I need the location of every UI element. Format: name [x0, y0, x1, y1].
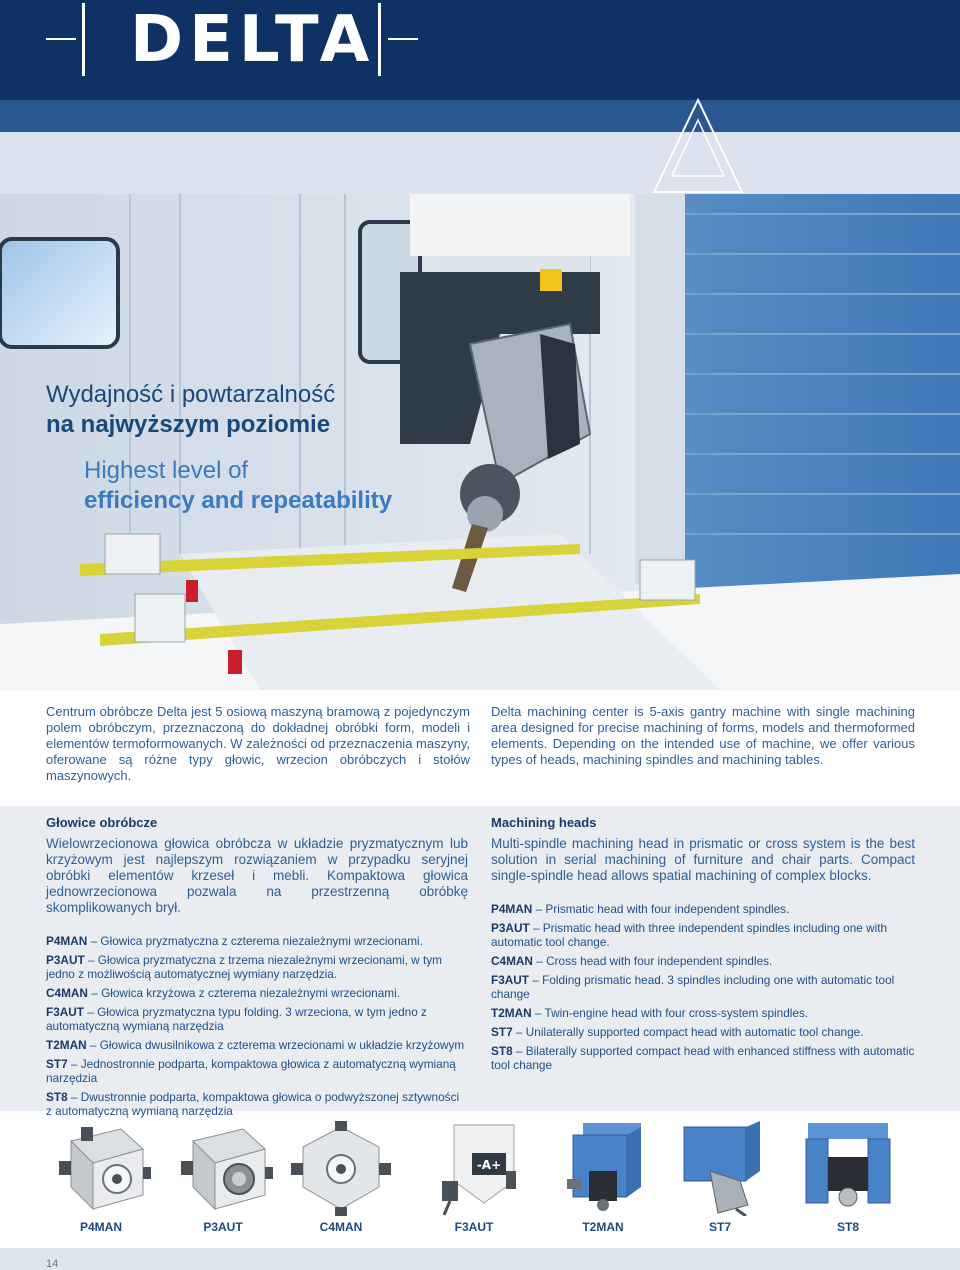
header-right-dash: [388, 38, 418, 40]
item-text: – Głowica pryzmatyczna typu folding. 3 wrzeciona, w tym jedno z automatyczną wymianą narzędzia: [46, 1005, 427, 1033]
list-item: [46, 1090, 468, 1118]
st7-head-image: [670, 1121, 770, 1216]
item-code: P3AUT: [491, 921, 530, 935]
headline-en-line2: efficiency and repeatability: [84, 487, 393, 514]
list-item: [46, 1038, 468, 1052]
product-p3aut: [163, 1121, 283, 1234]
list-item: [46, 934, 468, 948]
heads-pl-desc: Wielowrzecionowa głowica obróbcza w układzie pryzmatycznym lub krzyżowym jest najlepszym rozwiązaniem w przypadku seryjnej obróbki elementów krzeseł i mebli. Kompaktowa głowica jednowrzecionowa pozwala na przestrzenną obróbkę skomplikowanych brył.: [46, 836, 468, 915]
item-text: – Prismatic head with four independent spindles.: [532, 902, 790, 916]
item-text: – Głowica pryzmatyczna z trzema niezależnymi wrzecionami, w tym jedno z możliwością automatycznej wymiany narzędzia.: [46, 953, 442, 981]
item-code: F3AUT: [46, 1005, 85, 1019]
list-item: [491, 902, 915, 916]
item-text: – Głowica pryzmatyczna z czterema niezależnymi wrzecionami.: [87, 934, 423, 948]
item-code: P4MAN: [46, 934, 88, 948]
header-stripe: [0, 100, 960, 132]
headline-en-line1: Highest level of: [84, 457, 249, 484]
item-code: P4MAN: [491, 902, 533, 916]
product-label: C4MAN: [319, 1220, 363, 1234]
product-label: T2MAN: [582, 1220, 624, 1234]
list-item: [46, 1005, 468, 1033]
list-item: [491, 1044, 915, 1072]
list-item: [46, 986, 468, 1000]
item-code: C4MAN: [491, 954, 533, 968]
product-label: P4MAN: [79, 1220, 122, 1234]
item-code: ST8: [46, 1090, 68, 1104]
p3aut-head-image: [173, 1121, 273, 1216]
header-left-bar: [82, 3, 85, 76]
product-f3aut: [414, 1121, 534, 1234]
heads-en-desc: Multi-spindle machining head in prismatic or cross system is the best solution in serial machining of furniture and chair parts. Compact single-spindle head allows spatial machining of complex blocks.: [491, 836, 915, 883]
product-label: ST7: [708, 1220, 731, 1234]
header-band: [0, 0, 960, 100]
headline-block: [46, 380, 392, 516]
t2man-head-image: [553, 1121, 653, 1216]
heads-pl-title: Głowice obróbcze: [46, 815, 158, 830]
product-st8: [788, 1121, 908, 1234]
item-text: – Twin-engine head with four cross-system spindles.: [531, 1006, 809, 1020]
item-code: C4MAN: [46, 986, 88, 1000]
item-text: – Dwustronnie podparta, kompaktowa głowica o podwyższonej sztywności z automatyczną wymianą narzędzia: [46, 1090, 460, 1118]
p4man-head-image: [51, 1121, 151, 1216]
product-t2man: [543, 1121, 663, 1234]
list-item: [491, 1025, 915, 1039]
headline-pl-line1: Wydajność i powtarzalność: [46, 381, 336, 408]
product-c4man: [281, 1121, 401, 1234]
light-band: [0, 132, 960, 194]
heads-en-column: [491, 815, 915, 1077]
header-left-dash: [46, 38, 76, 40]
brand-title: DELTA: [130, 3, 376, 77]
item-text: – Folding prismatic head. 3 spindles including one with automatic tool change: [491, 973, 895, 1001]
item-code: T2MAN: [46, 1038, 87, 1052]
delta-triangle-graphic: [650, 98, 746, 194]
item-text: – Prismatic head with three independent spindles including one with automatic tool change.: [491, 921, 888, 949]
list-item: [491, 973, 915, 1001]
product-p4man: [41, 1121, 161, 1234]
st8-head-image: [798, 1121, 898, 1216]
item-text: – Bilaterally supported compact head with enhanced stiffness with automatic tool change: [491, 1044, 915, 1072]
product-label: F3AUT: [454, 1220, 494, 1234]
list-item: [46, 1057, 468, 1085]
heads-pl-column: [46, 815, 468, 1123]
product-label: P3AUT: [203, 1220, 243, 1234]
list-item: [46, 953, 468, 981]
list-item: [491, 954, 915, 968]
item-text: – Głowica krzyżowa z czterema niezależnymi wrzecionami.: [87, 986, 401, 1000]
item-code: ST7: [46, 1057, 68, 1071]
item-code: F3AUT: [491, 973, 530, 987]
header-right-bar: [378, 3, 381, 76]
item-code: P3AUT: [46, 953, 85, 967]
product-label: ST8: [836, 1220, 859, 1234]
list-item: [491, 1006, 915, 1020]
f3aut-head-image: [424, 1121, 524, 1216]
footer-band: [0, 1248, 960, 1270]
intro-pl: Centrum obróbcze Delta jest 5 osiową maszyną bramową z pojedynczym polem obróbczym, przeznaczoną do dokładnej obróbki form, modeli i elementów termoformowanych. W zależności od przeznaczenia maszyny, oferowane są różne typy głowic, wrzecion obróbczych i stołów maszynowych.: [46, 704, 470, 783]
product-st7: [660, 1121, 780, 1234]
item-text: – Głowica dwusilnikowa z czterema wrzecionami w układzie krzyżowym: [86, 1038, 465, 1052]
item-text: – Jednostronnie podparta, kompaktowa głowica z automatyczną wymianą narzędzia: [46, 1057, 456, 1085]
f3aut-badge: -A+: [476, 1158, 502, 1172]
item-text: – Cross head with four independent spindles.: [532, 954, 773, 968]
item-code: T2MAN: [491, 1006, 532, 1020]
headline-pl-line2: na najwyższym poziomie: [46, 411, 331, 438]
list-item: [491, 921, 915, 949]
c4man-head-image: [291, 1121, 391, 1216]
item-text: – Unilaterally supported compact head with automatic tool change.: [512, 1025, 864, 1039]
heads-en-title: Machining heads: [491, 815, 597, 830]
page-number: 14: [46, 1258, 59, 1270]
item-code: ST7: [491, 1025, 513, 1039]
intro-en: Delta machining center is 5-axis gantry machine with single machining area designed for precise machining of forms, models and thermoformed elements. Depending on the intended use of machine, we offer various types of heads, machining spindles and machining tables.: [491, 704, 915, 767]
item-code: ST8: [491, 1044, 513, 1058]
